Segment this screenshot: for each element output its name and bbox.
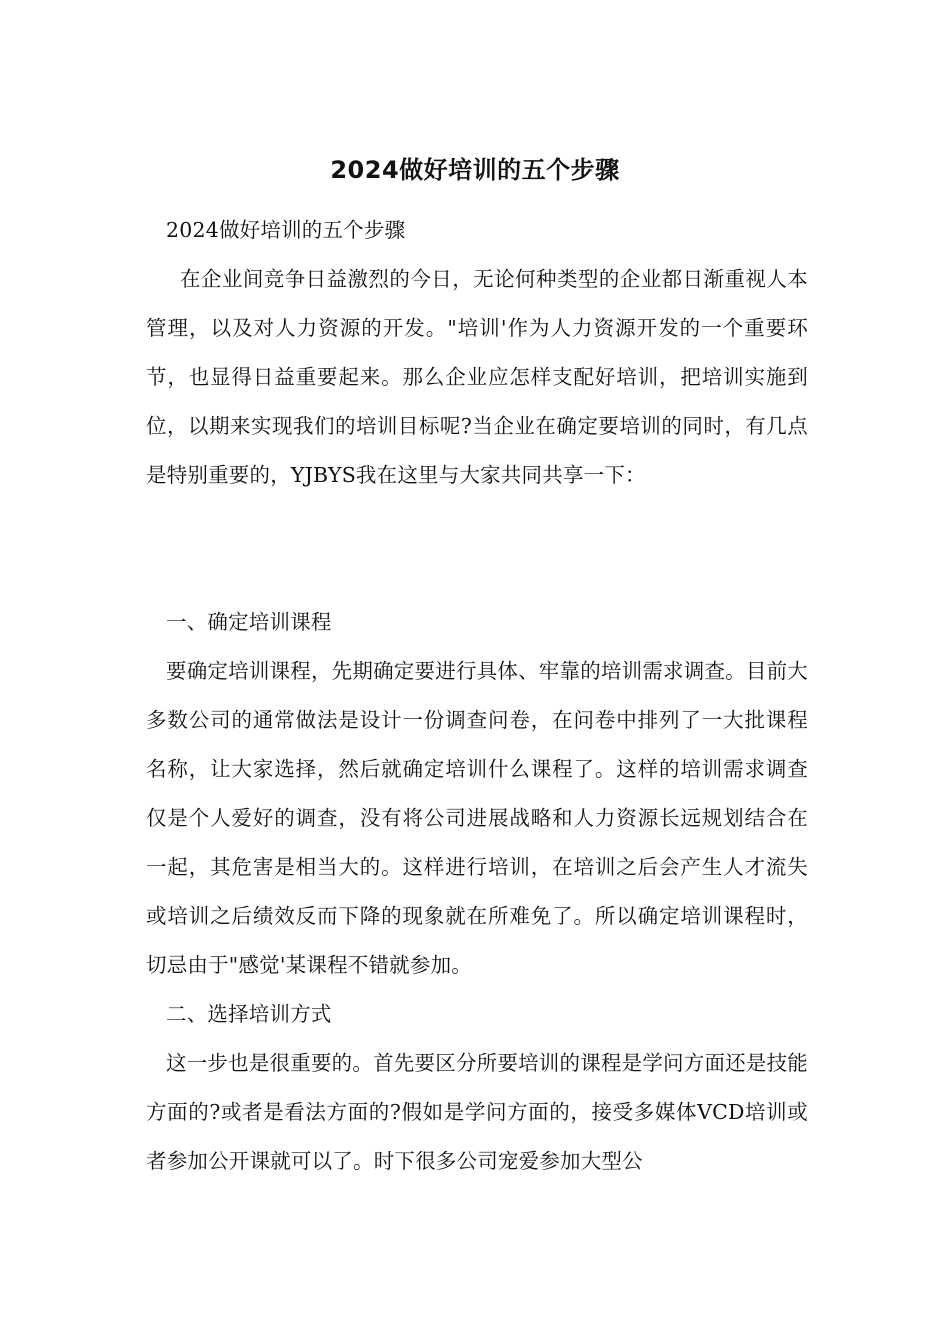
intro-paragraph: 在企业间竞争日益激烈的今日，无论何种类型的企业都日渐重视人本管理，以及对人力资源的开发。"培训'作为人力资源开发的一个重要环节，也显得日益重要起来。那么企业应怎样支配好培训，把培训实施到位，以期来实现我们的培训目标呢?当企业在确定要培训的同时，有几点是特别重要的，YJBYS我在这里与大家共同共享一下：: [146, 267, 808, 487]
section-paragraph-1: 要确定培训课程，先期确定要进行具体、牢靠的培训需求调查。目前大多数公司的通常做法是设计一份调查问卷，在问卷中排列了一大批课程名称，让大家选择，然后就确定培训什么课程了。这样的培训需求调查仅是个人爱好的调查，没有将公司进展战略和人力资源长远规划结合在一起，其危害是相当大的。这样进行培训，在培训之后会产生人才流失或培训之后绩效反而下降的现象就在所难免了。所以确定培训课程时，切忌由于"感觉'某课程不错就参加。: [146, 659, 808, 977]
paragraph-spacer: [146, 500, 808, 598]
section-heading-1: 一、确定培训课程: [166, 610, 332, 634]
document-title: 2024做好培训的五个步骤: [330, 156, 620, 184]
section-paragraph-2: 这一步也是很重要的。首先要区分所要培训的课程是学问方面还是技能方面的?或者是看法方面的?假如是学问方面的，接受多媒体VCD培训或者参加公开课就可以了。时下很多公司宠爱参加大型公: [146, 1051, 808, 1173]
document-subtitle: 2024做好培训的五个步骤: [166, 218, 406, 242]
section-heading-2: 二、选择培训方式: [166, 1002, 332, 1026]
document-body: [146, 206, 808, 1186]
